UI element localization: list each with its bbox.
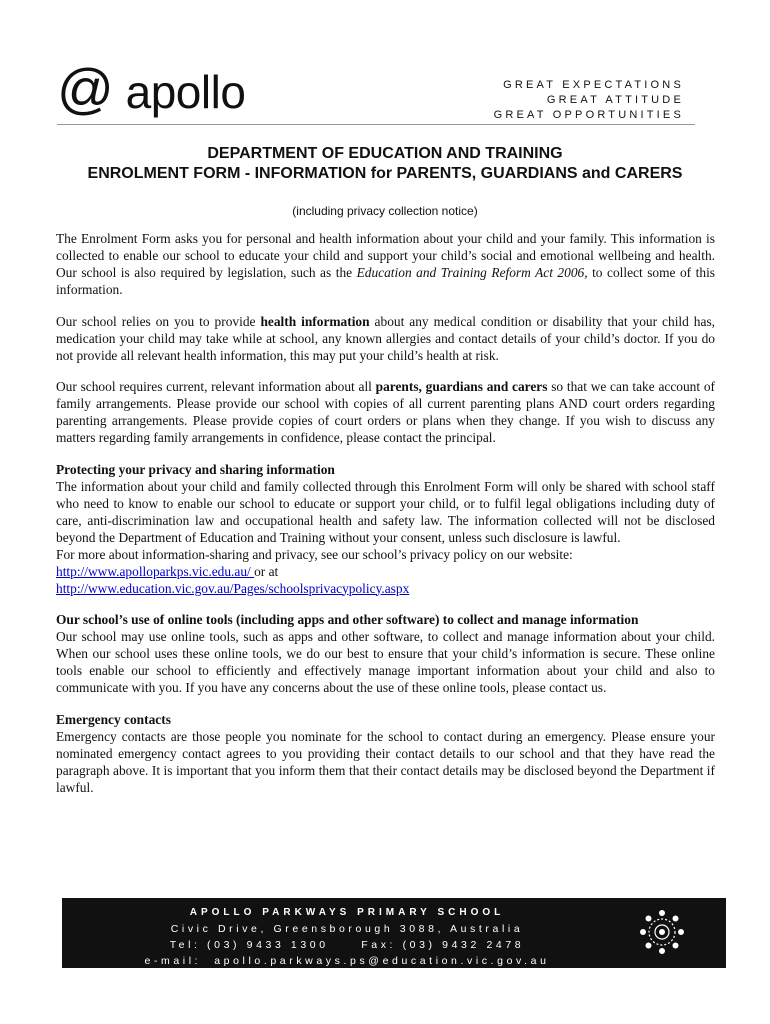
- footer-contact-lines: [62, 905, 632, 969]
- act-name: Education and Training Reform Act 2006,: [356, 265, 588, 280]
- privacy-section: [56, 461, 715, 597]
- online-tools-heading: Our school’s use of online tools (including apps and other software) to collect and manage information: [56, 612, 639, 627]
- carers-text-a: Our school requires current, relevant information about all: [56, 379, 376, 394]
- intro-text-a: The Enrolment Form asks you for personal and health information about your child and your family. This information is collected to enable our school to educate your child and support your child’s social and emotional wellbeing and health. Our school is also required by legislation, such as the: [56, 231, 715, 280]
- school-emblem-icon: [634, 904, 690, 960]
- emergency-section: [56, 711, 715, 796]
- footer-email: e-mail: apollo.parkways.ps@education.vic.gov.au: [144, 955, 550, 967]
- carers-text-b: so that we can take account of family arrangements. Please provide our school with copies of all current parenting plans AND court orders regarding parenting arrangements. Please provide copies of court orders or plans when they change. If you wish to discuss any matters regarding family arrangements in confidence, please contact the principal.: [56, 379, 715, 445]
- emergency-heading: Emergency contacts: [56, 711, 171, 727]
- intro-text-b: to collect some of this information.: [56, 265, 716, 297]
- health-paragraph: [56, 313, 715, 364]
- privacy-links: [56, 563, 715, 580]
- footer-phone: Tel: (03) 9433 1300 Fax: (03) 9432 2478: [169, 939, 525, 951]
- online-tools-section: [56, 611, 715, 696]
- carers-paragraph: [56, 378, 715, 446]
- header-divider: [57, 124, 695, 125]
- school-website-link[interactable]: http://www.apolloparkps.vic.edu.au/: [56, 563, 255, 579]
- school-tagline: [494, 78, 684, 123]
- privacy-links-2: [56, 580, 715, 597]
- title-line-2: ENROLMENT FORM - INFORMATION for PARENTS, GUARDIANS and CARERS: [87, 165, 683, 182]
- apollo-logo: [57, 57, 246, 120]
- health-text-b: about any medical condition or disability that your child has, medication your child may take while at school, any known allergies and contact details of your child’s doctor. If you do not provide all relevant health information, this may put your child’s health at risk.: [56, 313, 716, 363]
- intro-paragraph: [56, 230, 715, 298]
- title-line-1: DEPARTMENT OF EDUCATION AND TRAINING: [207, 145, 563, 162]
- footer-address: Civic Drive, Greensborough 3088, Australia: [170, 923, 524, 935]
- health-text-a: Our school relies on you to provide: [56, 313, 261, 329]
- footer-school-name: APOLLO PARKWAYS PRIMARY SCHOOL: [189, 907, 505, 918]
- carers-emphasis: parents, guardians and carers: [375, 379, 548, 394]
- privacy-text: The information about your child and family collected through this Enrolment Form will only be shared with school staff who need to know to enable our school to educate or support your child, or to fulfil legal obligations including duty of care, anti-discrimination law and occupational health and safety law. The information collected will not be disclosed beyond the Department of Education and Training without your consent, unless such disclosure is lawful.: [56, 478, 715, 545]
- online-tools-text: Our school may use online tools, such as apps and other software, to collect and manage information about your child. When our school uses these online tools, we do our best to ensure that your child’s information is secure. These online tools enable our school to efficiently and effectively manage important information about your child and also to communicate with you. If you have any concerns about the use of these online tools, please contact us.: [56, 629, 715, 695]
- logo-text: apollo: [125, 66, 246, 118]
- logo-at-symbol: @: [57, 57, 114, 120]
- tagline-line-2: GREAT ATTITUDE: [546, 94, 684, 106]
- school-footer: [62, 898, 726, 968]
- document-body: [56, 230, 715, 810]
- privacy-heading: Protecting your privacy and sharing information: [56, 461, 335, 477]
- document-subtitle: (including privacy collection notice): [292, 204, 478, 218]
- privacy-more-text: For more about information-sharing and privacy, see our school’s privacy policy on our website:: [56, 546, 573, 562]
- tagline-line-3: GREAT OPPORTUNITIES: [493, 109, 684, 121]
- health-emphasis: health information: [260, 313, 370, 329]
- document-title: [56, 144, 714, 184]
- link-or-text: or at: [254, 563, 279, 579]
- tagline-line-1: GREAT EXPECTATIONS: [503, 79, 684, 91]
- emergency-text: Emergency contacts are those people you nominate for the school to contact during an emergency. Please ensure your nominated emergency contact agrees to you providing their contact details to our school and that they have read the paragraph above. It is important that you inform them that their contact details may be disclosed beyond the Department if lawful.: [56, 728, 715, 795]
- department-privacy-link[interactable]: http://www.education.vic.gov.au/Pages/schoolsprivacypolicy.aspx: [56, 580, 410, 596]
